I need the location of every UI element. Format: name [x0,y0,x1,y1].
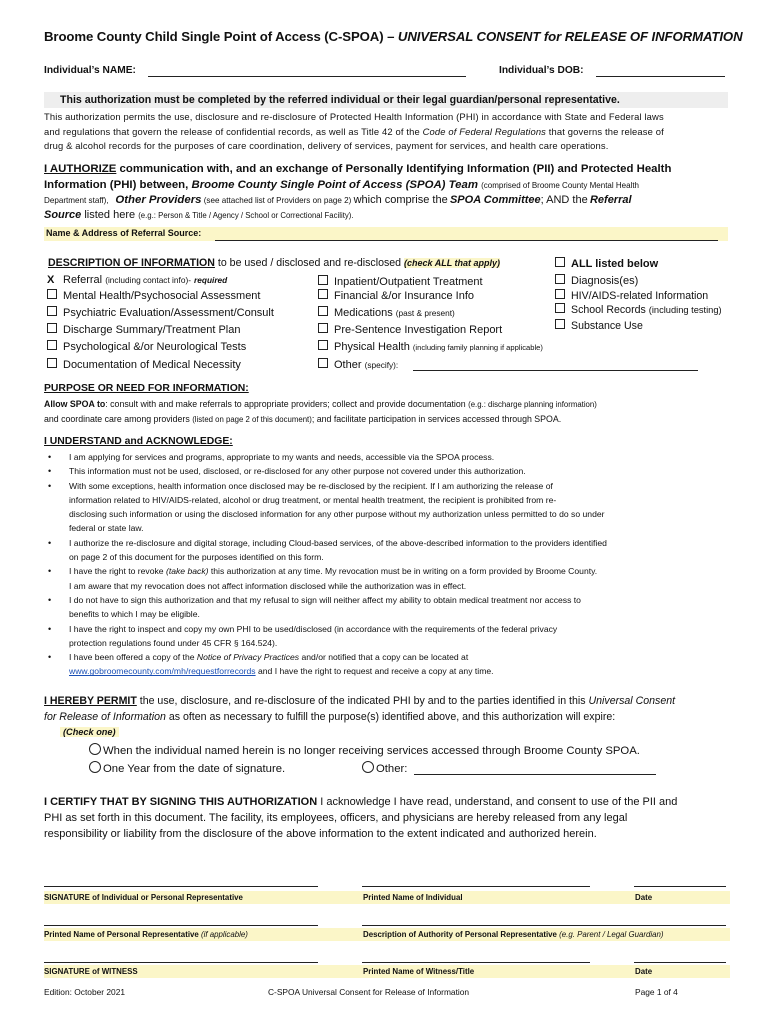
list-item: • I have been offered a copy of the Notice of Privacy Practices and/or notified that a copy can be located at www.gobroomecounty.com/mh/requestforrecords and I have the right to request and receive a copy at any time. [48,652,494,677]
checkbox[interactable] [47,323,57,333]
purpose-line-1: Allow SPOA to: consult with and make referrals to appropriate providers; collect and provide documentation (e.g.: discharge planning information) [44,399,597,409]
permit-line-1: I HEREBY PERMIT the use, disclosure, and re-disclosure of the indicated PHI by and to the parties identified in this Universal Consent [44,695,676,707]
printed-name-rep-label: Printed Name of Personal Representative (if applicable) [44,930,248,939]
footer-edition: Edition: October 2021 [44,987,126,997]
printed-name-rep-field[interactable] [44,925,318,926]
expire-option-one-year[interactable]: One Year from the date of signature. [89,761,285,775]
list-item: • I have the right to inspect and copy my own PHI to be used/disclosed (in accordance with the requirements of the federal privacy protection regulations found under 45 CFR § 164.524). [48,623,558,648]
item-substance-use[interactable]: Substance Use [555,319,643,332]
list-item: • I am applying for services and programs, appropriate to my wants and needs, accessible via the SPOA process. [48,452,495,462]
list-item: • I do not have to sign this authorization and that my refusal to sign will neither affect my ability to obtain medical treatment nor access to benefits to which I may be eligible. [48,594,581,620]
item-inpatient[interactable]: Inpatient/Outpatient Treatment [318,275,483,288]
item-other[interactable]: Other (specify): [318,358,398,371]
purpose-line-2: and coordinate care among providers (listed on page 2 of this document); and facilitate participation in services accessed through SPOA. [44,414,562,424]
purpose-heading: PURPOSE OR NEED FOR INFORMATION: [44,383,249,394]
all-listed-checkbox[interactable]: ALL listed below [555,257,658,270]
expire-option-other[interactable]: Other: [362,761,407,775]
authority-label: Description of Authority of Personal Representative (e.g. Parent / Legal Guardian) [363,930,664,939]
referral-source-field[interactable] [215,240,718,241]
certify-line-1: I CERTIFY THAT BY SIGNING THIS AUTHORIZATION I acknowledge I have read, understand, and consent to use of the PII and [44,796,678,808]
individual-dob-field[interactable] [596,76,725,77]
form-title: Broome County Child Single Point of Access (C-SPOA) – UNIVERSAL CONSENT for RELEASE OF INFORMATION [44,29,743,44]
list-item: • I have the right to revoke (take back) this authorization at any time. My revocation must be in writing on a form provided by Broome County. [48,566,598,577]
check-one-note: (Check one) [60,727,119,737]
all-listed-box[interactable] [555,257,565,267]
authorize-line-4: Source listed here (e.g.: Person & Title / Agency / School or Correctional Facility). [44,209,354,221]
item-psychiatric[interactable]: Psychiatric Evaluation/Assessment/Consult [47,306,274,319]
date-field-2[interactable] [634,962,726,963]
signature-individual-field[interactable] [44,886,318,887]
item-medications[interactable]: Medications (past & present) [318,306,455,319]
list-item: I am aware that my revocation does not affect information disclosed while the authorization was in effect. [69,580,467,591]
date-label-2: Date [635,967,653,976]
radio-button[interactable] [89,761,101,773]
signature-witness-field[interactable] [44,962,318,963]
authorize-line-3: Department staff), Other Providers (see attached list of Providers on page 2) which comprise the SPOA Committee; AND the Referral [44,194,632,206]
printed-name-witness-label: Printed Name of Witness/Title [363,967,475,976]
other-specify-field[interactable] [413,370,698,371]
item-hiv[interactable]: HIV/AIDS-related Information [555,289,708,302]
authority-field[interactable] [362,925,726,926]
signature-individual-label: SIGNATURE of Individual or Personal Representative [44,893,243,902]
checkbox[interactable] [318,275,328,285]
authorize-line-1: I AUTHORIZE communication with, and an exchange of Personally Identifying Information (PII) and Protected Health [44,163,672,175]
printed-name-witness-field[interactable] [362,962,590,963]
checkbox[interactable] [47,358,57,368]
description-heading: DESCRIPTION OF INFORMATION to be used / disclosed and re-disclosed (check ALL that apply) [48,257,501,269]
permit-line-2: for Release of Information as often as necessary to fulfill the purpose(s) identified above, and this authorization will expire: [44,711,616,723]
signature-witness-label: SIGNATURE of WITNESS [44,967,138,976]
list-item: • This information must not be used, disclosed, or re-disclosed for any other purpose not covered under this authorization. [48,466,526,477]
checkbox[interactable] [318,289,328,299]
checkbox[interactable] [47,340,57,350]
radio-button[interactable] [362,761,374,773]
list-item: • With some exceptions, health information once disclosed may be re-disclosed by the recipient. If I am authorizing the release of information related to HIV/AIDS-related, alcohol or drug treatment, or mental health treatment, the recipient is prohibited from re- disclosing such information or using the disclosed information for any other purpose without my authorization unless permitted to do so under federal or state law. [48,480,605,534]
intro-paragraph: This authorization permits the use, disclosure and re-disclosure of Protected Health Information (PHI) in accordance with State and Federal laws and regulations that govern the release of confidential records, as well as Title 42 of the Code of Federal Regulations that governs the release of drug & alcohol records for the purposes of care coordination, delivery of services, payment for services, and health care operations. [44,111,664,152]
item-psychological[interactable]: Psychological &/or Neurological Tests [47,340,246,353]
checkbox[interactable] [555,274,565,284]
understand-heading: I UNDERSTAND and ACKNOWLEDGE: [44,436,233,447]
list-item: • I authorize the re-disclosure and digital storage, including Cloud-based services, of the above-described information to the providers identified on page 2 of this document for the purposes identified on this form. [48,537,607,563]
checkbox[interactable] [318,323,328,333]
item-referral[interactable]: X Referral (including contact info)- required [47,274,228,286]
checkbox[interactable] [555,303,565,313]
referral-checkmark: X [47,274,55,286]
footer-page-number: Page 1 of 4 [635,987,678,997]
item-presentence[interactable]: Pre-Sentence Investigation Report [318,323,502,336]
understand-list [44,450,730,679]
checkbox[interactable] [47,289,57,299]
item-mental-health[interactable]: Mental Health/Psychosocial Assessment [47,289,260,302]
item-financial[interactable]: Financial &/or Insurance Info [318,289,474,302]
expire-option-no-longer-receiving[interactable]: When the individual named herein is no longer receiving services accessed through Broome County SPOA. [89,743,640,757]
expire-other-field[interactable] [414,774,656,775]
item-diagnosis[interactable]: Diagnosis(es) [555,274,638,287]
authorize-line-2: Information (PHI) between, Broome County Single Point of Access (SPOA) Team (comprised of Broome County Mental Health [44,179,639,191]
certify-line-3: responsibility or liability from the disclosure of the above information to the extent indicated and authorized herein. [44,828,597,840]
date-field-1[interactable] [634,886,726,887]
certify-line-2: PHI as set forth in this document. The facility, its employees, officers, and physicians are hereby released from any legal [44,812,628,824]
printed-name-individual-label: Printed Name of Individual [363,893,463,902]
checkbox[interactable] [47,306,57,316]
footer-title: C-SPOA Universal Consent for Release of Information [268,987,470,997]
checkbox[interactable] [318,306,328,316]
date-label-1: Date [635,893,653,902]
request-records-link[interactable]: www.gobroomecounty.com/mh/requestforrecords [69,666,256,677]
individual-name-label: Individual’s NAME: [44,65,136,76]
checkbox[interactable] [555,289,565,299]
item-school-records[interactable]: School Records (including testing) [555,303,722,316]
banner-text: This authorization must be completed by the referred individual or their legal guardian/personal representative. [60,94,620,106]
individual-name-field[interactable] [148,76,466,77]
item-discharge[interactable]: Discharge Summary/Treatment Plan [47,323,241,336]
referral-source-label: Name & Address of Referral Source: [46,228,202,238]
item-medical-necessity[interactable]: Documentation of Medical Necessity [47,358,241,371]
checkbox[interactable] [318,340,328,350]
item-physical-health[interactable]: Physical Health (including family planning if applicable) [318,340,543,353]
checkbox[interactable] [318,358,328,368]
radio-button[interactable] [89,743,101,755]
printed-name-individual-field[interactable] [362,886,590,887]
checkbox[interactable] [555,319,565,329]
individual-dob-label: Individual’s DOB: [499,65,584,76]
